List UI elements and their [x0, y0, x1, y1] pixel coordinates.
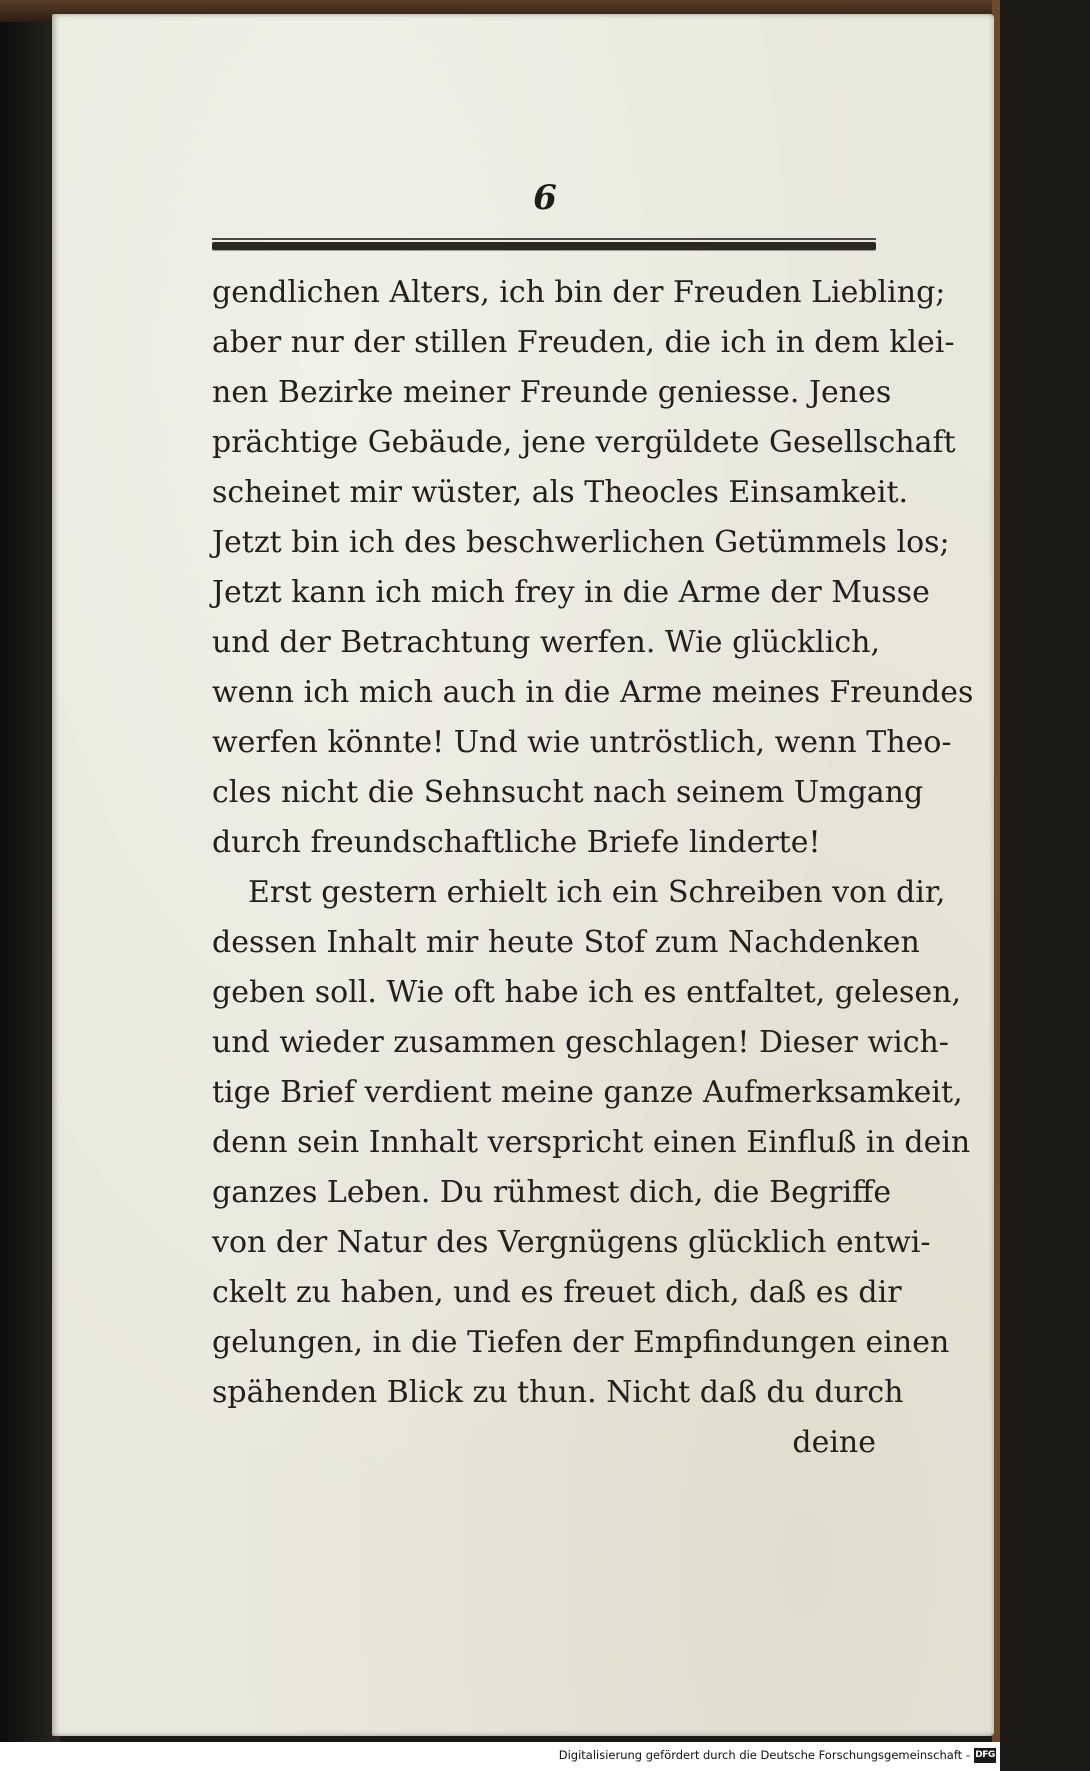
text-line: und wieder zusammen geschlagen! Dieser wich- — [212, 1025, 949, 1060]
text-line: geben soll. Wie oft habe ich es entfaltet, gelesen, — [212, 975, 962, 1010]
dfg-logo-icon: DFG — [974, 1748, 996, 1763]
text-line: scheinet mir wüster, als Theocles Einsamkeit. — [212, 475, 909, 510]
text-line: und der Betrachtung werfen. Wie glücklich, — [212, 625, 881, 660]
text-line: gelungen, in die Tiefen der Empfindungen einen — [212, 1325, 950, 1360]
text-line: werfen könnte! Und wie untröstlich, wenn Theo- — [212, 725, 952, 760]
text-line: dessen Inhalt mir heute Stof zum Nachdenken — [212, 925, 920, 960]
text-line: von der Natur des Vergnügens glücklich entwi- — [212, 1225, 931, 1260]
catchword: deine — [792, 1425, 876, 1460]
text-line: nen Bezirke meiner Freunde geniesse. Jenes — [212, 375, 892, 410]
book-spine-edge — [0, 0, 60, 1771]
text-line: spähenden Blick zu thun. Nicht daß du durch — [212, 1375, 904, 1410]
text-line: cles nicht die Sehnsucht nach seinem Umgang — [212, 775, 924, 810]
digitization-footer — [0, 1742, 1000, 1771]
text-line: aber nur der stillen Freuden, die ich in dem klei- — [212, 325, 955, 360]
text-line: Erst gestern erhielt ich ein Schreiben von dir, — [248, 875, 946, 910]
text-line: denn sein Innhalt verspricht einen Einfluß in dein — [212, 1125, 971, 1160]
text-line: Jetzt bin ich des beschwerlichen Getümmels los; — [212, 525, 950, 560]
header-rule — [212, 242, 876, 250]
text-line: prächtige Gebäude, jene vergüldete Gesellschaft — [212, 425, 956, 460]
text-line: tige Brief verdient meine ganze Aufmerksamkeit, — [212, 1075, 963, 1110]
page-number: 6 — [533, 178, 557, 218]
text-line: wenn ich mich auch in die Arme meines Freundes — [212, 675, 974, 710]
text-line: gendlichen Alters, ich bin der Freuden Liebling; — [212, 275, 946, 310]
text-line: durch freundschaftliche Briefe linderte! — [212, 825, 821, 860]
page-text — [212, 268, 974, 1468]
text-line: ckelt zu haben, und es freuet dich, daß es dir — [212, 1275, 902, 1310]
text-line: ganzes Leben. Du rühmest dich, die Begriffe — [212, 1175, 892, 1210]
digitization-credit: Digitalisierung gefördert durch die Deutsche Forschungsgemeinschaft - — [558, 1748, 970, 1762]
text-line: Jetzt kann ich mich frey in die Arme der Musse — [212, 575, 930, 610]
